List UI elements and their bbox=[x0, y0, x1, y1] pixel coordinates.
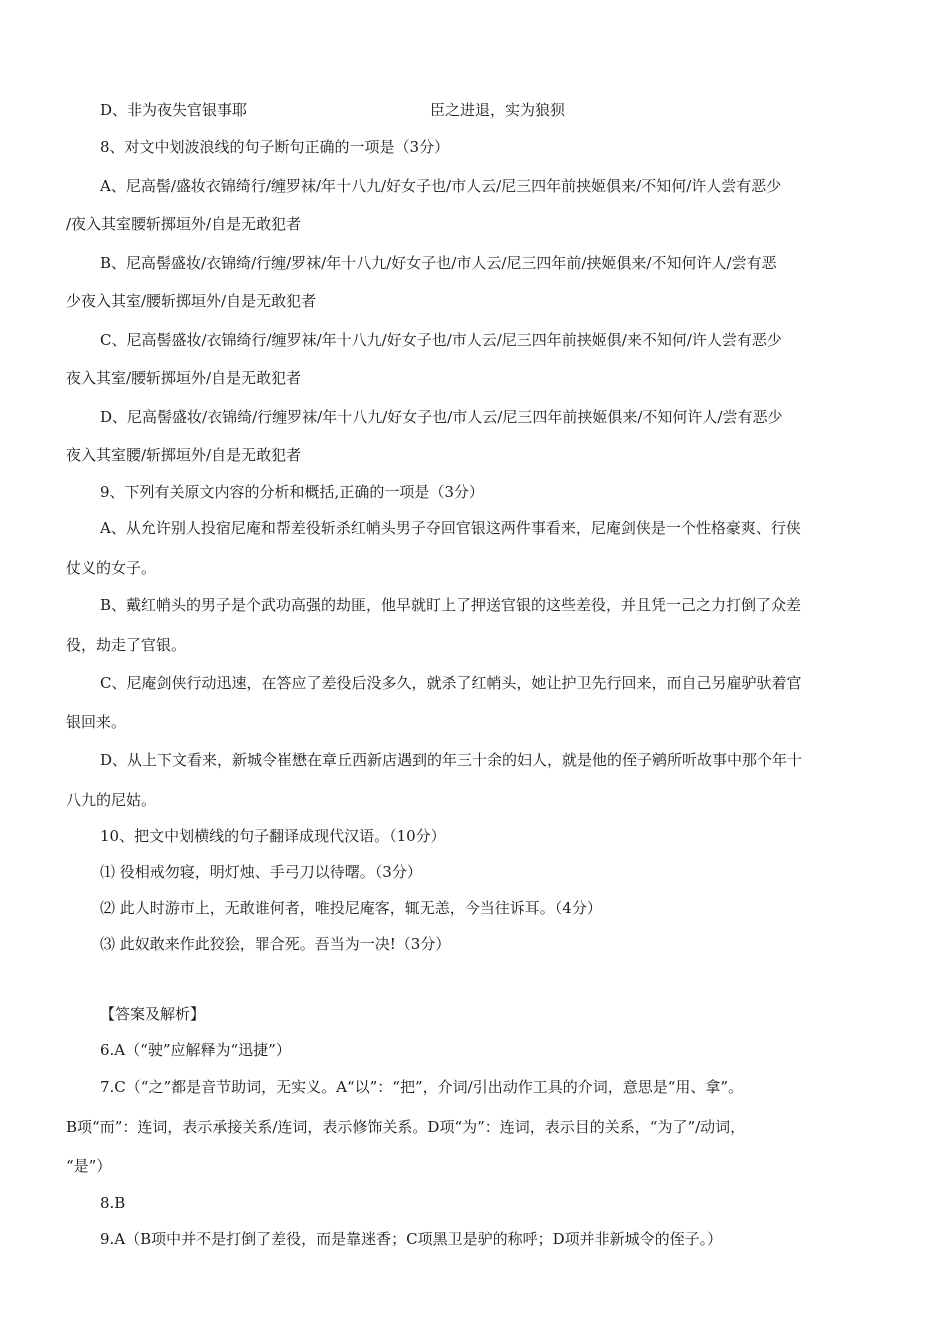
answer-7-line2: B项“而”：连词，表示承接关系/连词，表示修饰关系。D项“为”：连词，表示目的关系，“为了”/动词， bbox=[66, 1118, 746, 1136]
q8-option-a-line1: A、尼高髻/盛妆衣锦绮行/缠罗袜/年十八九/好女子也/市人云/尼三四年前挟姬俱来/不知何/许人尝有恶少 bbox=[100, 177, 782, 195]
answer-6: 6.A（“驶”应解释为“迅捷”） bbox=[100, 1041, 291, 1059]
q8-option-c-line1: C、尼高髻盛妆/衣锦绮行/缠罗袜/年十八九/好女子也/市人云/尼三四年前挟姬俱/来不知何/许人尝有恶少 bbox=[100, 331, 782, 349]
q8-option-a-line2: /夜入其室腰斩掷垣外/自是无敢犯者 bbox=[66, 215, 302, 233]
q8-stem: 8、对文中划波浪线的句子断句正确的一项是（3分） bbox=[100, 138, 450, 156]
q7-option-d-right: 臣之进退，实为狼狈 bbox=[430, 101, 566, 119]
q10-sentence-1: ⑴ 役相戒勿寝，明灯烛、手弓刀以待曙。（3分） bbox=[100, 863, 422, 881]
q9-option-d-line1: D、从上下文看来，新城令崔懋在章丘西新店遇到的年三十余的妇人，就是他的侄子鹓所听故事中那个年十 bbox=[100, 751, 803, 769]
q7-option-d-left: D、非为夜失官银事耶 bbox=[100, 101, 248, 119]
answer-9: 9.A（B项中并不是打倒了差役，而是靠迷香；C项黑卫是驴的称呼；D项并非新城令的侄子。） bbox=[100, 1230, 723, 1248]
q8-option-b-line1: B、尼高髻盛妆/衣锦绮/行缠/罗袜/年十八九/好女子也/市人云/尼三四年前/挟姬俱来/不知何许人/尝有恶 bbox=[100, 254, 777, 272]
answer-8: 8.B bbox=[100, 1194, 126, 1212]
q8-option-b-line2: 少夜入其室/腰斩掷垣外/自是无敢犯者 bbox=[66, 292, 317, 310]
q9-option-b-line1: B、戴红帩头的男子是个武功高强的劫匪，他早就盯上了押送官银的这些差役，并且凭一己之力打倒了众差 bbox=[100, 596, 802, 614]
q8-option-c-line2: 夜入其室/腰斩掷垣外/自是无敢犯者 bbox=[66, 369, 302, 387]
q10-sentence-3: ⑶ 此奴敢来作此狡狯，罪合死。吾当为一决!（3分） bbox=[100, 935, 451, 953]
q9-option-a-line1: A、从允许别人投宿尼庵和帮差役斩杀红帩头男子夺回官银这两件事看来，尼庵剑侠是一个性格豪爽、行侠 bbox=[100, 519, 801, 537]
q8-option-d-line1: D、尼高髻盛妆/衣锦绮/行缠罗袜/年十八九/好女子也/市人云/尼三四年前挟姬俱来/不知何许人/尝有恶少 bbox=[100, 408, 783, 426]
answer-7-line3: “是”） bbox=[66, 1157, 112, 1175]
q10-stem: 10、把文中划横线的句子翻译成现代汉语。（10分） bbox=[100, 827, 446, 845]
q8-option-d-line2: 夜入其室腰/斩掷垣外/自是无敢犯者 bbox=[66, 446, 302, 464]
q9-option-b-line2: 役，劫走了官银。 bbox=[66, 636, 187, 654]
q9-option-c-line1: C、尼庵剑侠行动迅速，在答应了差役后没多久，就杀了红帩头，她让护卫先行回来，而自己另雇驴驮着官 bbox=[100, 674, 802, 692]
q9-option-a-line2: 仗义的女子。 bbox=[66, 559, 157, 577]
q7-option-d bbox=[100, 100, 884, 120]
q9-option-c-line2: 银回来。 bbox=[66, 713, 127, 731]
answer-7-line1: 7.C（“之”都是音节助词，无实义。A“以”：“把”，介词/引出动作工具的介词，意思是“用、拿”。 bbox=[100, 1078, 744, 1096]
q9-option-d-line2: 八九的尼姑。 bbox=[66, 791, 157, 809]
q9-stem: 9、下列有关原文内容的分析和概括,正确的一项是（3分） bbox=[100, 483, 484, 501]
q10-sentence-2: ⑵ 此人时游市上，无敢谁何者，唯投尼庵客，辄无恙，今当往诉耳。（4分） bbox=[100, 899, 602, 917]
answers-heading: 【答案及解析】 bbox=[100, 1005, 206, 1023]
